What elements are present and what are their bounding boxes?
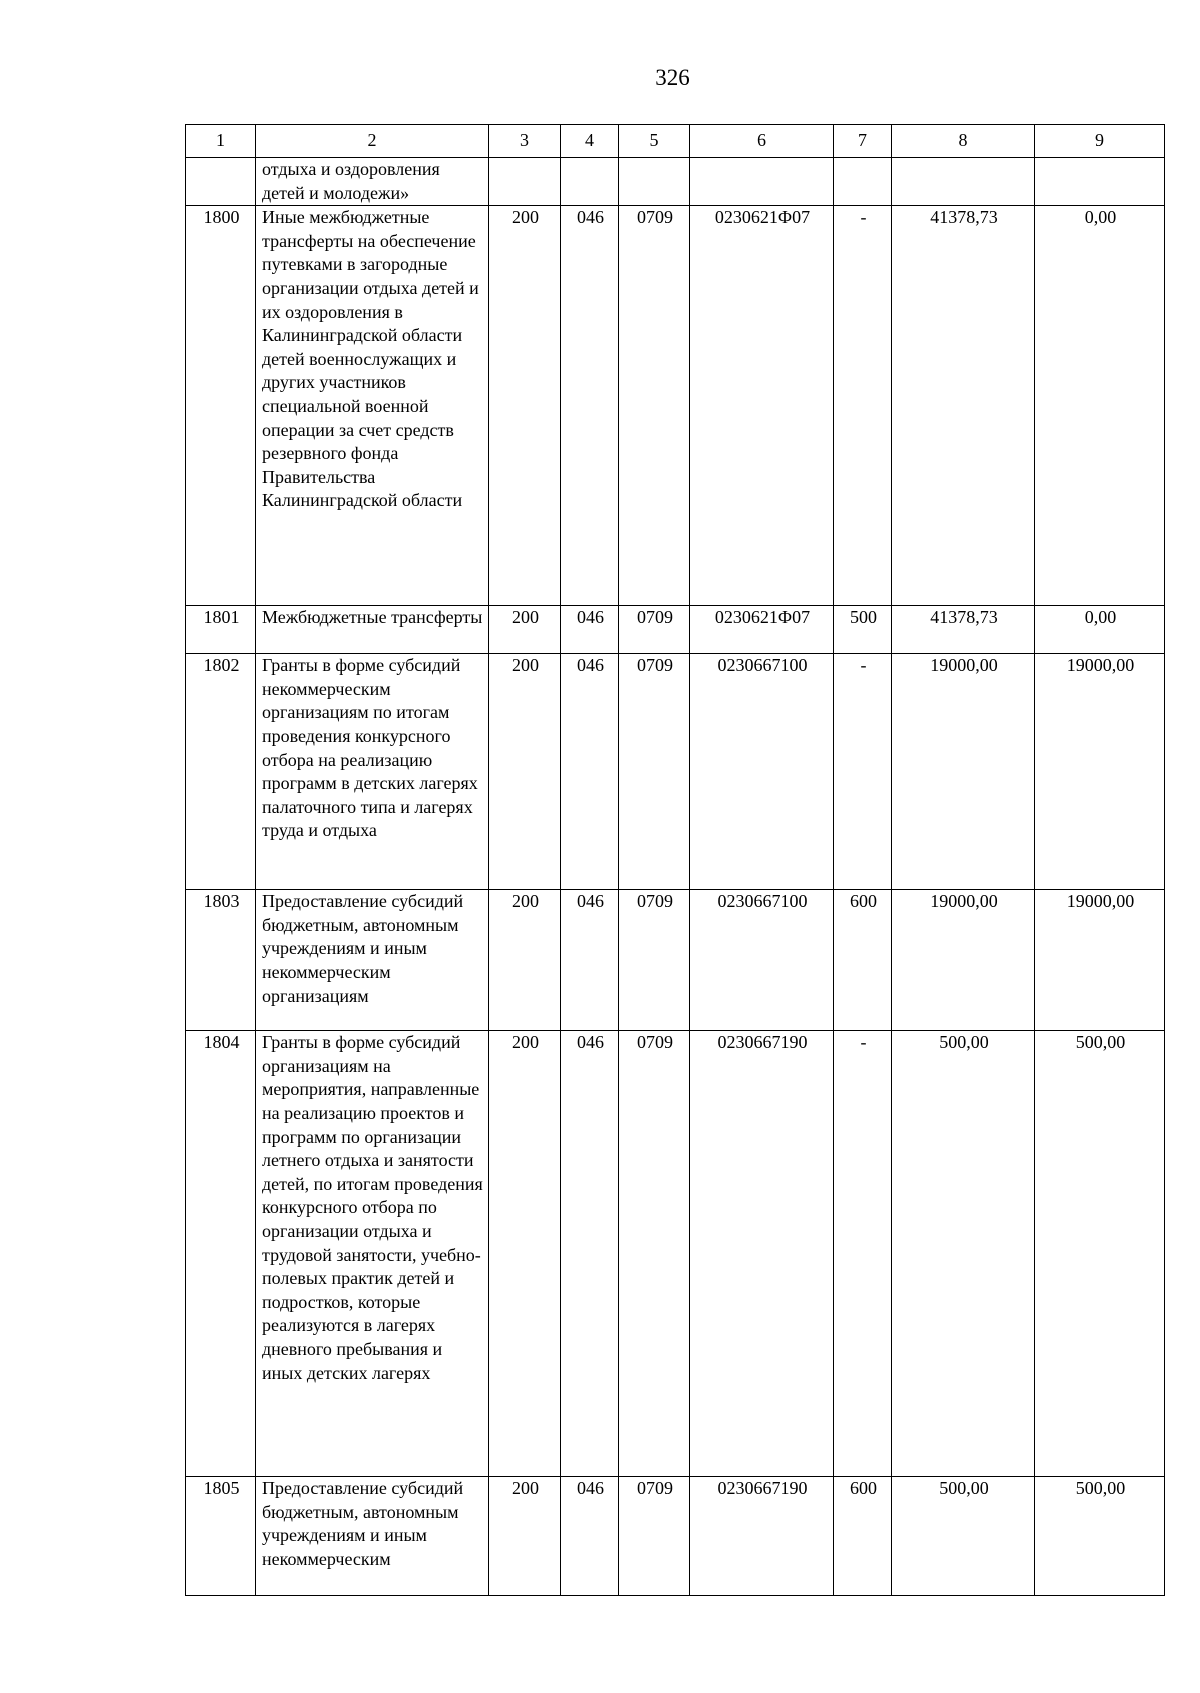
table-row [186,206,1165,606]
cell-col-5: 0709 [619,1031,690,1477]
cell-col-5: 0709 [619,206,690,606]
row-name-cell: Иные межбюджетные трансферты на обеспечение путевками в загородные организации отдыха детей и их оздоровления в Калининградской области детей военнослужащих и других участников специальной военной операции за счет средств резервного фонда Правительства Калининградской области [256,206,489,606]
cell-col-9: 19000,00 [1035,654,1165,890]
cell-col-5: 0709 [619,606,690,654]
cell-col-4 [561,158,619,206]
cell-col-6 [690,158,834,206]
header-cell: 3 [489,125,561,158]
header-cell: 4 [561,125,619,158]
cell-col-7: - [834,206,892,606]
cell-col-5: 0709 [619,1477,690,1596]
table-row [186,1477,1165,1596]
cell-col-9: 500,00 [1035,1477,1165,1596]
row-name-cell: Гранты в форме субсидий некоммерческим организациям по итогам проведения конкурсного отбора на реализацию программ в детских лагерях палаточного типа и лагерях труда и отдыха [256,654,489,890]
cell-col-4: 046 [561,206,619,606]
row-number-cell: 1803 [186,890,256,1031]
cell-col-4: 046 [561,1031,619,1477]
cell-col-8: 19000,00 [892,654,1035,890]
row-number-cell: 1805 [186,1477,256,1596]
cell-col-3: 200 [489,206,561,606]
cell-col-9: 0,00 [1035,606,1165,654]
cell-col-8 [892,158,1035,206]
cell-col-5 [619,158,690,206]
cell-col-7: - [834,654,892,890]
cell-col-7: 500 [834,606,892,654]
row-name-cell: Гранты в форме субсидий организациям на мероприятия, направленные на реализацию проектов и программ по организации летнего отдыха и занятости детей, по итогам проведения конкурсного отбора по организации отдыха и трудовой занятости, учебно-полевых практик детей и подростков, которые реализуются в лагерях дневного пребывания и иных детских лагерях [256,1031,489,1477]
cell-col-8: 19000,00 [892,890,1035,1031]
cell-col-6: 0230621Ф07 [690,606,834,654]
cell-col-8: 41378,73 [892,206,1035,606]
cell-col-3: 200 [489,1477,561,1596]
table-header-row [186,125,1165,158]
row-name-cell: отдыха и оздоровления детей и молодежи» [256,158,489,206]
table-row [186,606,1165,654]
cell-col-3: 200 [489,606,561,654]
cell-col-8: 500,00 [892,1031,1035,1477]
row-number-cell: 1801 [186,606,256,654]
cell-col-4: 046 [561,1477,619,1596]
row-number-cell: 1800 [186,206,256,606]
cell-col-5: 0709 [619,654,690,890]
row-number-cell: 1804 [186,1031,256,1477]
cell-col-4: 046 [561,654,619,890]
table-row [186,890,1165,1031]
cell-col-3: 200 [489,890,561,1031]
header-cell: 7 [834,125,892,158]
cell-col-9 [1035,158,1165,206]
table-row [186,1031,1165,1477]
cell-col-7 [834,158,892,206]
cell-col-7: 600 [834,1477,892,1596]
cell-col-6: 0230667190 [690,1477,834,1596]
cell-col-6: 0230667100 [690,654,834,890]
budget-table [185,124,1165,1596]
row-name-cell: Предоставление субсидий бюджетным, автономным учреждениям и иным некоммерческим [256,1477,489,1596]
table-row [186,654,1165,890]
cell-col-7: 600 [834,890,892,1031]
header-cell: 9 [1035,125,1165,158]
row-name-cell: Предоставление субсидий бюджетным, автономным учреждениям и иным некоммерческим организациям [256,890,489,1031]
cell-col-3 [489,158,561,206]
cell-col-5: 0709 [619,890,690,1031]
table-row [186,158,1165,206]
cell-col-8: 500,00 [892,1477,1035,1596]
cell-col-8: 41378,73 [892,606,1035,654]
cell-col-6: 0230667100 [690,890,834,1031]
header-cell: 1 [186,125,256,158]
cell-col-9: 19000,00 [1035,890,1165,1031]
cell-col-4: 046 [561,890,619,1031]
cell-col-6: 0230667190 [690,1031,834,1477]
header-cell: 2 [256,125,489,158]
row-number-cell [186,158,256,206]
cell-col-9: 0,00 [1035,206,1165,606]
row-number-cell: 1802 [186,654,256,890]
cell-col-6: 0230621Ф07 [690,206,834,606]
header-cell: 8 [892,125,1035,158]
cell-col-9: 500,00 [1035,1031,1165,1477]
cell-col-4: 046 [561,606,619,654]
header-cell: 6 [690,125,834,158]
cell-col-7: - [834,1031,892,1477]
header-cell: 5 [619,125,690,158]
page-number: 326 [655,65,690,90]
cell-col-3: 200 [489,1031,561,1477]
row-name-cell: Межбюджетные трансферты [256,606,489,654]
cell-col-3: 200 [489,654,561,890]
